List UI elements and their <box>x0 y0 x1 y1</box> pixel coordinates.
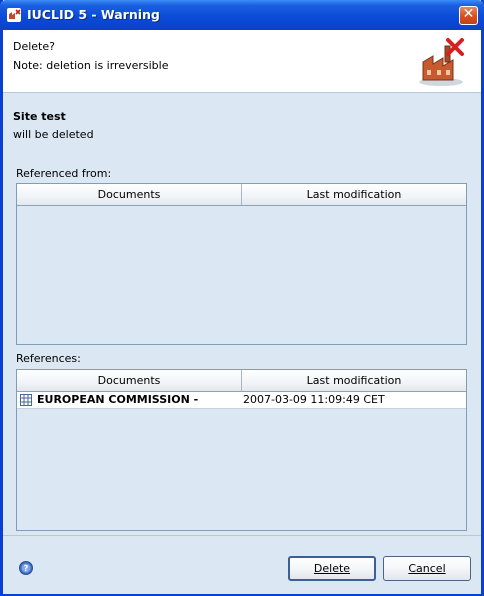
delete-button[interactable] <box>288 556 376 581</box>
column-header-last-modification[interactable]: Last modification <box>242 184 466 206</box>
irreversible-note: Note: deletion is irreversible <box>13 59 169 72</box>
svg-text:?: ? <box>23 564 29 573</box>
title-bar[interactable] <box>0 0 484 30</box>
delete-site-icon <box>415 36 467 88</box>
cancel-button-label: Cancel <box>408 562 446 575</box>
iuclid-app-icon <box>6 7 22 23</box>
table-row[interactable] <box>17 392 466 409</box>
cancel-button[interactable] <box>383 556 471 581</box>
delete-question: Delete? <box>13 40 55 53</box>
referenced-from-label: Referenced from: <box>16 167 112 180</box>
last-modification-cell: 2007-03-09 11:09:49 CET <box>243 393 385 406</box>
column-header-documents[interactable]: Documents <box>17 370 242 392</box>
entity-subtitle: will be deleted <box>13 128 94 141</box>
referenced-from-table[interactable] <box>16 183 467 345</box>
dialog-header <box>3 30 481 93</box>
delete-button-label: Delete <box>313 562 351 575</box>
references-table[interactable] <box>16 369 467 531</box>
column-header-last-modification[interactable]: Last modification <box>242 370 466 392</box>
references-label: References: <box>16 352 81 365</box>
window-title: IUCLID 5 - Warning <box>27 7 160 22</box>
entity-name: Site test <box>13 110 66 123</box>
table-header <box>17 370 466 392</box>
help-icon[interactable] <box>19 561 33 575</box>
dialog-footer <box>3 535 481 594</box>
close-icon: ✕ <box>462 6 475 22</box>
grid-document-icon <box>20 394 32 406</box>
table-header <box>17 184 466 206</box>
dialog-body <box>3 93 481 535</box>
close-button[interactable] <box>459 6 478 25</box>
column-header-documents[interactable]: Documents <box>17 184 242 206</box>
document-cell: EUROPEAN COMMISSION - <box>37 393 199 406</box>
